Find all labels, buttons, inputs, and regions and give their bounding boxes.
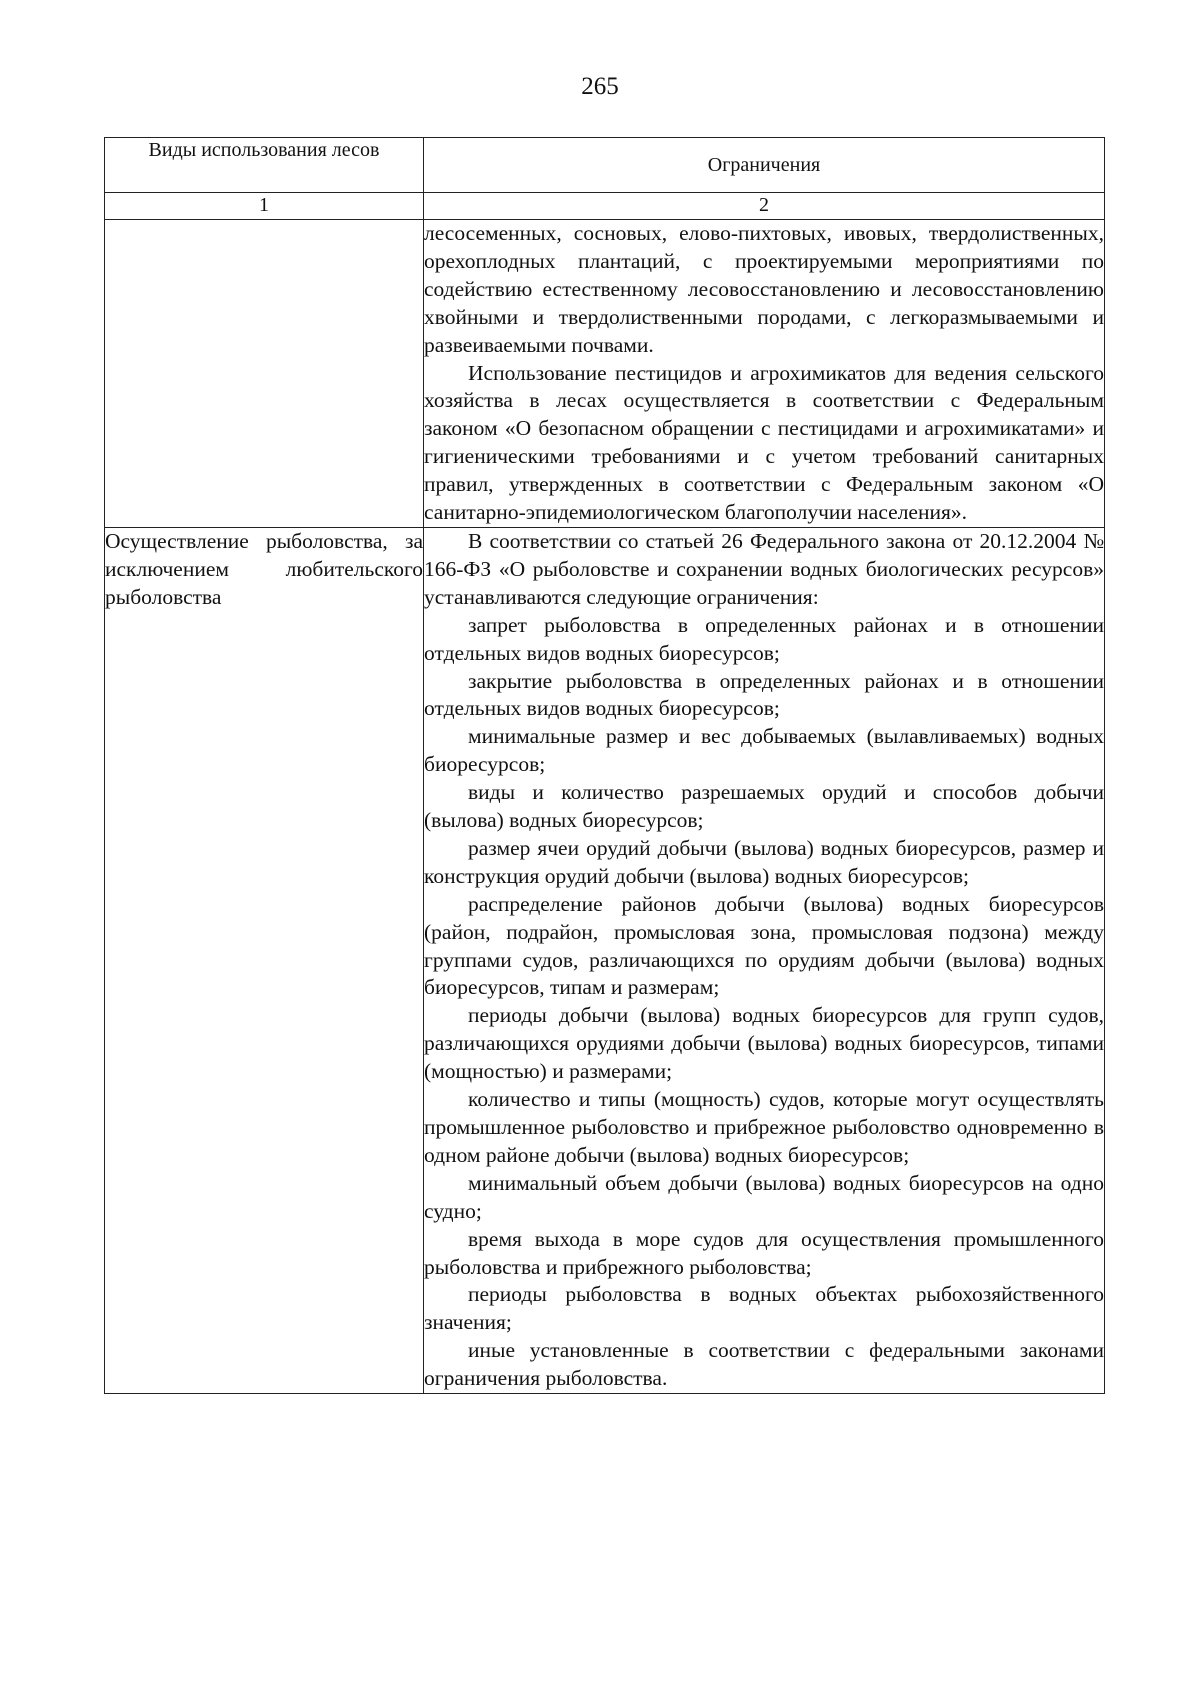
column-number-1: 1 xyxy=(105,193,424,220)
header-restrictions: Ограничения xyxy=(424,138,1105,193)
table-header-row xyxy=(105,138,1105,193)
column-number-row xyxy=(105,193,1105,220)
restrictions-cell xyxy=(424,527,1105,1393)
restriction-paragraph: лесосеменных, сосновых, елово-пихтовых, ивовых, твердолиственных, орехоплодных плантаций, с проектируемыми мероприятиями по содействию естественному лесовосстановлению и лесовосстановлению хвойными и твердолиственными породами, с легкоразмываемыми и развеиваемыми почвами. xyxy=(424,221,1104,357)
restriction-paragraph: виды и количество разрешаемых орудий и способов добычи (вылова) водных биоресурсов; xyxy=(424,780,1104,833)
restriction-paragraph: время выхода в море судов для осуществления промышленного рыболовства и прибрежного рыболовства; xyxy=(424,1226,1104,1279)
activity-cell xyxy=(105,220,424,528)
table-row xyxy=(105,527,1105,1393)
restrictions-cell xyxy=(424,220,1105,528)
restriction-paragraph: минимальный объем добычи (вылова) водных биоресурсов на одно судно; xyxy=(424,1170,1104,1223)
restriction-paragraph: периоды добычи (вылова) водных биоресурсов для групп судов, различающихся орудиями добычи (вылова) водных биоресурсов, типами (мощностью) и размерами; xyxy=(424,1003,1104,1084)
restriction-paragraph: В соответствии со статьей 26 Федерального закона от 20.12.2004 № 166-ФЗ «О рыболовстве и сохранении водных биологических ресурсов» устанавливаются следующие ограничения: xyxy=(424,528,1104,609)
restrictions-table xyxy=(104,137,1105,1394)
page-number: 265 xyxy=(581,73,619,100)
restriction-paragraph: размер ячеи орудий добычи (вылова) водных биоресурсов, размер и конструкция орудий добычи (вылова) водных биоресурсов; xyxy=(424,835,1104,888)
header-forest-use-types: Виды использования лесов xyxy=(105,138,424,193)
restriction-paragraph: иные установленные в соответствии с федеральными законами ограничения рыболовства. xyxy=(424,1338,1104,1391)
restriction-paragraph: распределение районов добычи (вылова) водных биоресурсов (район, подрайон, промысловая зона, промысловая подзона) между группами судов, различающихся по орудиям добычи (вылова) водных биоресурсов, типам и размерам; xyxy=(424,891,1104,1000)
activity-text: Осуществление рыболовства, за исключением любительского рыболовства xyxy=(105,528,423,609)
restriction-paragraph: периоды рыболовства в водных объектах рыбохозяйственного значения; xyxy=(424,1282,1104,1335)
column-number-2: 2 xyxy=(424,193,1105,220)
restriction-paragraph: Использование пестицидов и агрохимикатов для ведения сельского хозяйства в лесах осуществляется в соответствии с Федеральным законом «О безопасном обращении с пестицидами и агрохимикатами» и гигиеническими требованиями и с учетом требований санитарных правил, утвержденных в соответствии с Федеральным законом «О санитарно-эпидемиологическом благополучии населения». xyxy=(424,360,1104,525)
restriction-paragraph: запрет рыболовства в определенных районах и в отношении отдельных видов водных биоресурсов; xyxy=(424,612,1104,665)
table-row xyxy=(105,220,1105,528)
restriction-paragraph: закрытие рыболовства в определенных районах и в отношении отдельных видов водных биоресурсов; xyxy=(424,668,1104,721)
activity-cell xyxy=(105,527,424,1393)
restriction-paragraph: количество и типы (мощность) судов, которые могут осуществлять промышленное рыболовство и прибрежное рыболовство одновременно в одном районе добычи (вылова) водных биоресурсов; xyxy=(424,1087,1104,1167)
restriction-paragraph: минимальные размер и вес добываемых (вылавливаемых) водных биоресурсов; xyxy=(424,724,1104,777)
